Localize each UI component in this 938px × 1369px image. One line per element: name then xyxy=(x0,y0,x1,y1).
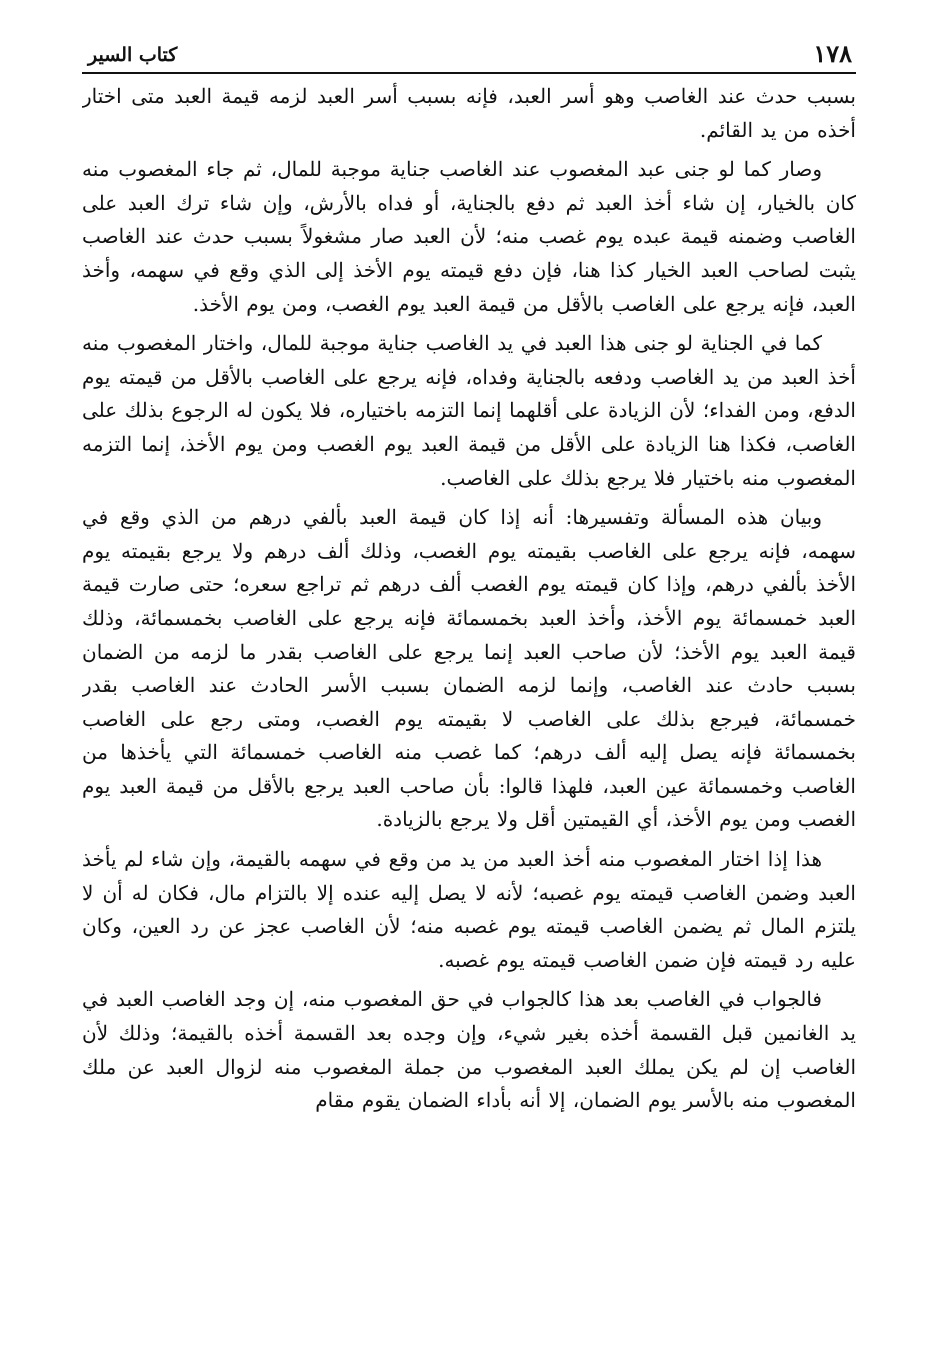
paragraph-2: وصار كما لو جنى عبد المغصوب عند الغاصب جناية موجبة للمال، ثم جاء المغصوب منه كان بالخيار، إن شاء أخذ العبد ثم دفع بالجناية، أو فداه بالأرش، وإن شاء ترك العبد على الغاصب وضمنه قيمة عبده يوم غصب منه؛ لأن العبد صار مشغولاً بسبب حدث عند الغاصب يثبت لصاحب العبد الخيار كذا هنا، فإن دفع قيمته يوم الأخذ إلى الذي وقع في سهمه، وأخذ العبد، فإنه يرجع على الغاصب بالأقل من قيمة العبد يوم الغصب، ومن يوم الأخذ. xyxy=(82,157,856,316)
paragraph-6: فالجواب في الغاصب بعد هذا كالجواب في حق المغصوب منه، إن وجد الغاصب العبد في يد الغانمين قبل القسمة أخذه بغير شيء، وإن وجده بعد القسمة أخذه بالقيمة؛ وذلك لأن الغاصب إن لم يكن يملك العبد المغصوب من جملة المغصوب منه لزوال العبد عن ملك المغصوب منه بالأسر يوم الضمان، إلا أنه بأداء الضمان يقوم مقام xyxy=(82,987,856,1113)
book-page xyxy=(82,38,856,1358)
running-title: كتاب السير xyxy=(88,44,178,66)
paragraph-4: وبيان هذه المسألة وتفسيرها: أنه إذا كان قيمة العبد بألفي درهم من الذي وقع في سهمه، فإنه يرجع على الغاصب بقيمته يوم الغصب، وذلك ألف درهم ولا يرجع بقيمته يوم الأخذ بألفي درهم، وإذا كان قيمته يوم الغصب ألف درهم ثم تراجع سعره؛ حتى صارت قيمة العبد خمسمائة يوم الأخذ، وأخذ العبد بخمسمائة فإنه يرجع على الغاصب بخمسمائة، وذلك قيمة العبد يوم الأخذ؛ لأن صاحب العبد إنما يرجع على الغاصب بقدر ما لزمه من الضمان بسبب حادث عند الغاصب، وإنما لزمه الضمان بسبب الأسر الحادث عند الغاصب بقدر خمسمائة، فيرجع بذلك على الغاصب لا بقيمته يوم الغصب، ومتى رجع على الغاصب بخمسمائة فإنه يصل إليه ألف درهم؛ كما غصب منه الغاصب خمسمائة التي يأخذها من الغاصب وخمسمائة عين العبد، فلهذا قالوا: بأن صاحب العبد يرجع بالأقل من قيمة العبد يوم الغصب ومن يوم الأخذ، أي القيمتين أقل ولا يرجع بالزيادة. xyxy=(82,505,856,832)
page-number: ١٧٨ xyxy=(813,39,852,68)
paragraph-3: كما في الجناية لو جنى هذا العبد في يد الغاصب جناية موجبة للمال، واختار المغصوب منه أخذ العبد من يد الغاصب ودفعه بالجناية وفداه، فإنه يرجع على الغاصب بالأقل من قيمته يوم الدفع، ومن الفداء؛ لأن الزيادة على أقلهما إنما التزمه باختياره، فلا يكون له الرجوع بذلك على الغاصب، فكذا هنا الزيادة على الأقل من قيمة العبد يوم الغصب ومن يوم الأخذ، إنما التزمه المغصوب منه باختيار فلا يرجع بذلك على الغاصب. xyxy=(82,331,856,490)
paragraph-1: بسبب حدث عند الغاصب وهو أسر العبد، فإنه بسبب أسر العبد لزمه قيمة العبد متى اختار أخذه من يد القائم. xyxy=(82,84,856,142)
body-text xyxy=(82,80,856,1118)
page-header xyxy=(82,38,856,74)
paragraph-5: هذا إذا اختار المغصوب منه أخذ العبد من يد من وقع في سهمه بالقيمة، وإن شاء لم يأخذ العبد وضمن الغاصب قيمته يوم غصبه؛ لأنه لا يصل إليه عنده إلا بالتزام مال، فكان له أن لا يلتزم المال ثم يضمن الغاصب قيمته يوم غصبه منه؛ لأن الغاصب عجز عن رد العين، وكان عليه رد قيمته فإن ضمن الغاصب قيمته يوم غصبه. xyxy=(82,847,856,972)
